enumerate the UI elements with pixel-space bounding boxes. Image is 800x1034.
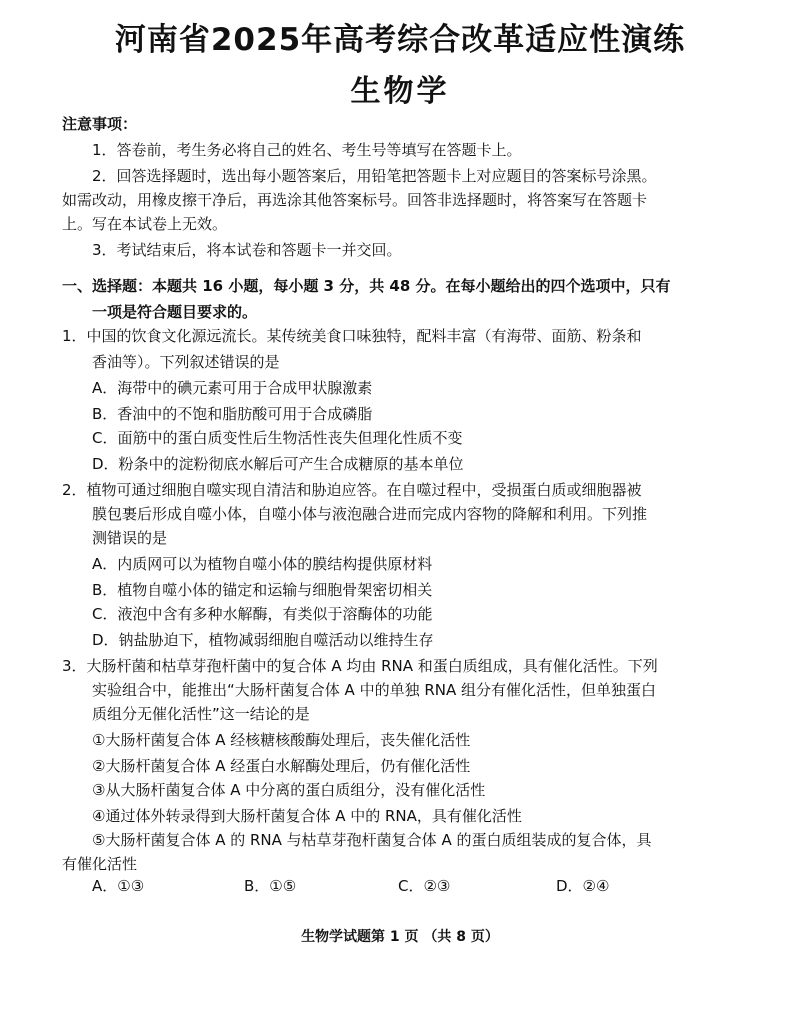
subject-title: 生物学 xyxy=(350,74,450,109)
section-heading-cont: 一项是符合题目要求的。 xyxy=(92,303,258,321)
question-2-stem-cont: 测错误的是 xyxy=(92,529,168,547)
question-2-option-c: C．液泡中含有多种水解酶，有类似于溶酶体的功能 xyxy=(92,605,433,623)
question-1-stem-cont: 香油等）。下列叙述错误的是 xyxy=(92,353,280,371)
question-3-item-5-cont: 有催化活性 xyxy=(62,855,138,873)
notice-line: 1．答卷前，考生务必将自己的姓名、考生号等填写在答题卡上。 xyxy=(92,141,522,159)
question-2-stem-cont: 膜包裹后形成自噬小体，自噬小体与液泡融合进而完成内容物的降解和利用。下列推 xyxy=(92,505,648,523)
question-1-stem: 1．中国的饮食文化源远流长。某传统美食口味独特，配料丰富（有海带、面筋、粉条和 xyxy=(62,327,642,345)
question-1-option-c: C．面筋中的蛋白质变性后生物活性丧失但理化性质不变 xyxy=(92,429,463,447)
section-heading: 一、选择题：本题共 16 小题，每小题 3 分，共 48 分。在每小题给出的四个选项中，只有 xyxy=(62,277,671,295)
notice-line: 3．考试结束后，将本试卷和答题卡一并交回。 xyxy=(92,241,402,259)
question-3-stem-cont: 质组分无催化活性”这一结论的是 xyxy=(92,705,310,723)
question-3-option-c: C．②③ xyxy=(398,877,451,895)
question-2-option-a: A．内质网可以为植物自噬小体的膜结构提供原材料 xyxy=(92,555,433,573)
page-footer: 生物学试题第 1 页 （共 8 页） xyxy=(301,929,499,945)
question-3-item-1: ①大肠杆菌复合体 A 经核糖核酸酶处理后，丧失催化活性 xyxy=(92,731,471,749)
question-2-option-b: B．植物自噬小体的锚定和运输与细胞骨架密切相关 xyxy=(92,581,433,599)
question-3-stem: 3．大肠杆菌和枯草芽孢杆菌中的复合体 A 均由 RNA 和蛋白质组成，具有催化活性。下列 xyxy=(62,657,658,675)
notice-heading: 注意事项： xyxy=(62,115,138,133)
question-3-item-2: ②大肠杆菌复合体 A 经蛋白水解酶处理后，仍有催化活性 xyxy=(92,757,471,775)
question-3-item-4: ④通过体外转录得到大肠杆菌复合体 A 中的 RNA，具有催化活性 xyxy=(92,807,522,825)
question-3-item-5: ⑤大肠杆菌复合体 A 的 RNA 与枯草芽孢杆菌复合体 A 的蛋白质组装成的复合体，具 xyxy=(92,831,652,849)
question-1-option-a: A．海带中的碘元素可用于合成甲状腺激素 xyxy=(92,379,373,397)
exam-title: 河南省2025年高考综合改革适应性演练 xyxy=(114,22,686,58)
question-1-option-b: B．香油中的不饱和脂肪酸可用于合成磷脂 xyxy=(92,405,373,423)
question-3-option-a: A．①③ xyxy=(92,877,145,895)
question-1-option-d: D．粉条中的淀粉彻底水解后可产生合成糖原的基本单位 xyxy=(92,455,464,473)
notice-line: 如需改动，用橡皮擦干净后，再选涂其他答案标号。回答非选择题时，将答案写在答题卡 xyxy=(62,191,648,209)
notice-line: 2．回答选择题时，选出每小题答案后，用铅笔把答题卡上对应题目的答案标号涂黑。 xyxy=(92,167,657,185)
question-3-option-b: B．①⑤ xyxy=(244,877,297,895)
notice-line: 上。写在本试卷上无效。 xyxy=(62,215,228,233)
question-2-option-d: D．钠盐胁迫下，植物减弱细胞自噬活动以维持生存 xyxy=(92,631,434,649)
question-3-stem-cont: 实验组合中，能推出“大肠杆菌复合体 A 中的单独 RNA 组分有催化活性，但单独蛋白 xyxy=(92,681,657,699)
question-3-item-3: ③从大肠杆菌复合体 A 中分离的蛋白质组分，没有催化活性 xyxy=(92,781,486,799)
question-3-option-d: D．②④ xyxy=(556,877,610,895)
question-2-stem: 2．植物可通过细胞自噬实现自清洁和胁迫应答。在自噬过程中，受损蛋白质或细胞器被 xyxy=(62,481,642,499)
